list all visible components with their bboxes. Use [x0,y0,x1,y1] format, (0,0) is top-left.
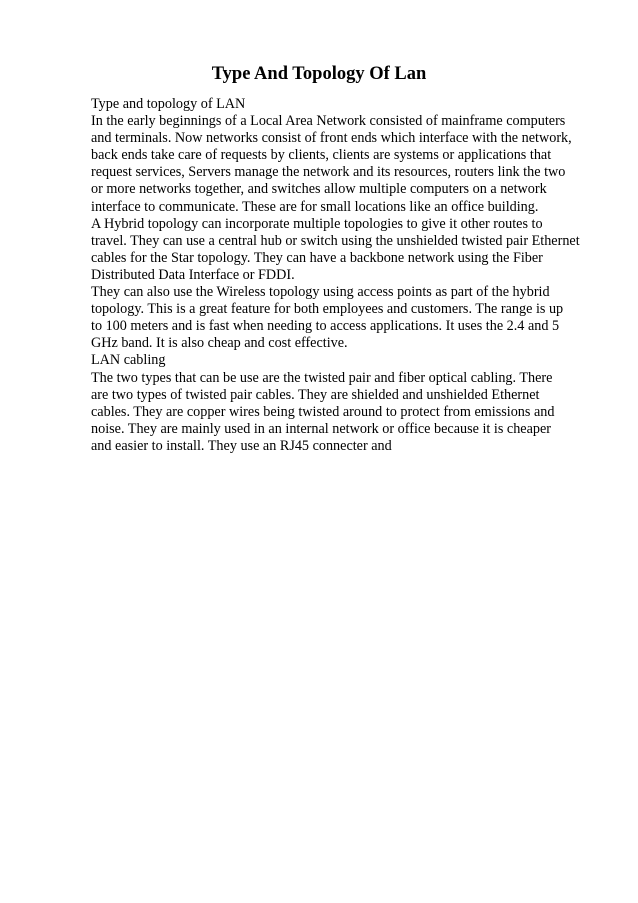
text-line: cables. They are copper wires being twisted around to protect from emissions and [91,403,555,420]
text-line: topology. This is a great feature for both employees and customers. The range is up [91,301,564,318]
text-line: Type and topology of LAN [91,96,246,112]
text-line: Distributed Data Interface or FDDI. [91,266,295,283]
text-line: They can also use the Wireless topology using access points as part of the hybrid [91,284,550,301]
document-body [91,96,631,455]
text-line: noise. They are mainly used in an internal network or office because it is cheaper [91,420,552,437]
text-line: LAN cabling [91,352,166,369]
text-line: In the early beginnings of a Local Area Network consisted of mainframe computers [91,113,566,130]
text-line: back ends take care of requests by clients, clients are systems or applications that [91,147,552,164]
text-line: to 100 meters and is fast when needing to access applications. It uses the 2.4 and 5 [91,318,560,335]
text-line: or more networks together, and switches allow multiple computers on a network [91,181,547,198]
text-line: and terminals. Now networks consist of front ends which interface with the network, [91,130,572,147]
text-line: GHz band. It is also cheap and cost effective. [91,335,348,352]
text-line: A Hybrid topology can incorporate multiple topologies to give it other routes to [91,215,543,232]
text-line: cables for the Star topology. They can have a backbone network using the Fiber [91,249,543,266]
text-line: interface to communicate. These are for small locations like an office building. [91,198,539,215]
document-title: Type And Topology Of Lan [211,64,427,84]
text-line: request services, Servers manage the network and its resources, routers link the two [91,164,566,181]
text-line: and easier to install. They use an RJ45 connecter and [91,437,392,454]
text-line: travel. They can use a central hub or switch using the unshielded twisted pair Ethernet [91,232,580,249]
text-line: The two types that can be use are the twisted pair and fiber optical cabling. There [91,369,553,386]
text-line: are two types of twisted pair cables. They are shielded and unshielded Ethernet [91,386,540,403]
